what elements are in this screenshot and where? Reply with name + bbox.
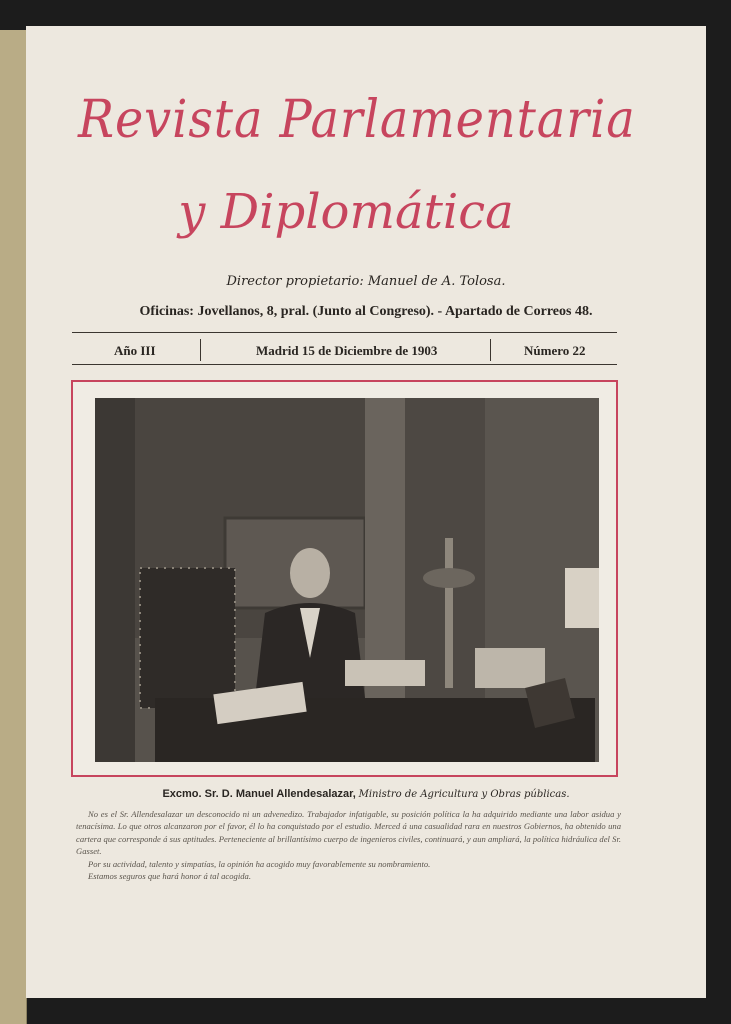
caption-name: Excmo. Sr. D. Manuel Allendesalazar, [162, 788, 356, 800]
masthead-title-line1: Revista Parlamentaria [78, 90, 636, 150]
caption-role: Ministro de Agricultura y Obras públicas. [358, 789, 570, 800]
offices-line: Oficinas: Jovellanos, 8, pral. (Junto al Congreso). - Apartado de Correos 48. [139, 304, 593, 319]
article-paragraph: Estamos seguros que hará honor á tal acogida. [88, 871, 251, 882]
dateline-separator [200, 339, 204, 361]
article-text [76, 808, 621, 882]
masthead [26, 70, 706, 270]
photo-caption [26, 788, 706, 800]
issue-number: Número 22 [524, 343, 586, 358]
issue-dateline [72, 336, 617, 364]
issue-year: Año III [114, 343, 156, 358]
top-rule [72, 332, 617, 333]
bottom-rule [72, 364, 617, 365]
magazine-page [26, 26, 706, 998]
portrait-photo [95, 398, 599, 762]
masthead-title-line2: y Diplomática [178, 184, 514, 240]
issue-date: Madrid 15 de Diciembre de 1903 [256, 343, 438, 358]
article-paragraph: No es el Sr. Allendesalazar un desconocido ni un advenedizo. Trabajador infatigable, su posición política la ha adquirido mediante una labor asidua y tenacísima. Lo que otros alcanzaron por el favor, él lo ha conquistado por el estudio. Merced á una casualidad rara en nuestros Gobiernos, ha obtenido una cartera que corresponde á sus aptitudes. Perteneciente al brillantísimo cuerpo de ingenieros civiles, continuará, y aun ampliará, la política hidráulica del Sr. Gasset. [76, 809, 621, 857]
photo-frame [71, 380, 618, 777]
dateline-separator [490, 339, 494, 361]
binding-edge [0, 30, 27, 1024]
article-paragraph: Por su actividad, talento y simpatías, la opinión ha acogido muy favorablemente su nombramiento. [88, 858, 431, 869]
director-line: Director propietario: Manuel de A. Tolosa. [226, 274, 506, 289]
